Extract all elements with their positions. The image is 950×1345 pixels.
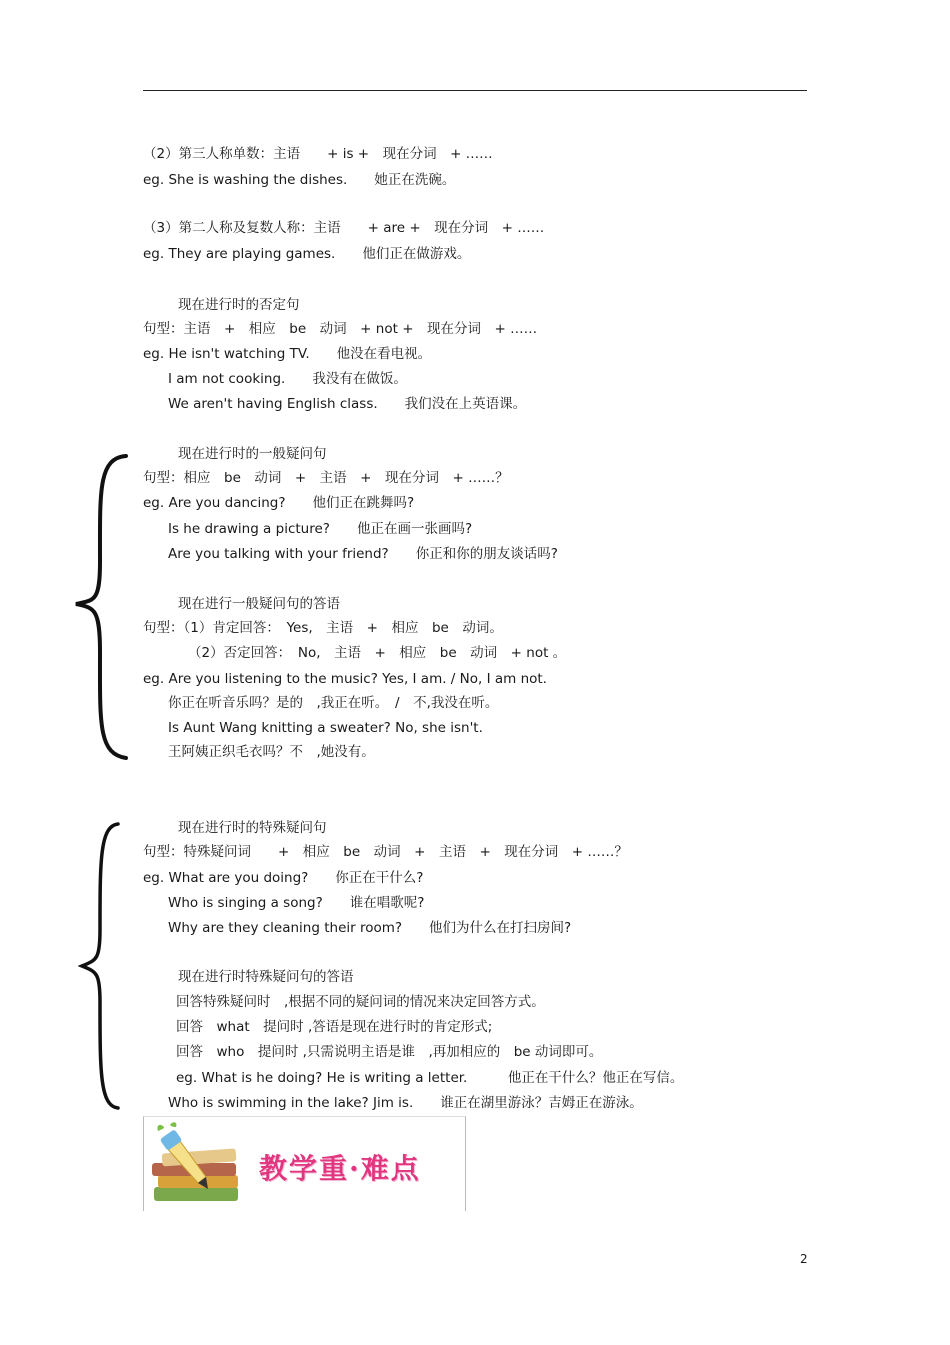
left-brace-2 [78,820,122,1112]
page-number: 2 [800,1252,808,1266]
text-line: 回答 who 提问时 ,只需说明主语是谁 ,再加相应的 be 动词即可。 [176,1044,603,1060]
text-line: eg. Are you listening to the music? Yes, I am. / No, I am not. [143,671,547,687]
text-line: I am not cooking. 我没有在做饭。 [168,371,407,387]
text-line: eg. He isn't watching TV. 他没在看电视。 [143,346,432,362]
section-heading: 现在进行时的特殊疑问句 [178,820,327,836]
text-line: Are you talking with your friend? 你正和你的朋友谈话吗? [168,546,558,562]
text-line: Why are they cleaning their room? 他们为什么在打扫房间? [168,920,572,936]
text-line: Is he drawing a picture? 他正在画一张画吗? [168,521,473,537]
text-line: We aren't having English class. 我们没在上英语课。 [168,396,527,412]
text-line: （2）第三人称单数：主语 + is + 现在分词 + …… [143,146,493,162]
text-line: 句型：特殊疑问词 + 相应 be 动词 + 主语 + 现在分词 + ……？ [143,844,628,860]
section-heading: 现在进行时的否定句 [178,297,300,313]
text-line: 句型：主语 + 相应 be 动词 + not + 现在分词 + …… [143,321,538,337]
section-heading: 现在进行时的一般疑问句 [178,446,327,462]
text-line: 句型：（1）肯定回答： Yes, 主语 + 相应 be 动词。 [143,620,503,636]
text-line: Who is singing a song? 谁在唱歌呢? [168,895,425,911]
header-rule [143,90,807,91]
text-line: 王阿姨正织毛衣吗？不 ,她没有。 [168,744,375,760]
text-line: eg. She is washing the dishes. 她正在洗碗。 [143,172,456,188]
text-line: （3）第二人称及复数人称：主语 + are + 现在分词 + …… [143,220,545,236]
section-heading: 现在进行一般疑问句的答语 [178,596,340,612]
text-line: eg. Are you dancing? 他们正在跳舞吗? [143,495,415,511]
text-line: 回答特殊疑问时 ,根据不同的疑问词的情况来决定回答方式。 [176,994,545,1010]
text-line: （2）否定回答： No, 主语 + 相应 be 动词 + not 。 [188,645,567,661]
books-pencil-icon [148,1121,248,1209]
left-brace-1 [70,452,130,762]
text-line: eg. They are playing games. 他们正在做游戏。 [143,246,471,262]
text-line: 你正在听音乐吗？是的 ,我正在听。 / 不,我没在听。 [168,695,499,711]
text-line: 句型：相应 be 动词 + 主语 + 现在分词 + ……？ [143,470,509,486]
section-heading: 现在进行时特殊疑问句的答语 [178,969,354,985]
text-line: Who is swimming in the lake? Jim is. 谁正在湖里游泳？吉姆正在游泳。 [168,1095,643,1111]
banner-title: 教学重·难点 [259,1152,421,1185]
text-line: eg. What are you doing? 你正在干什么? [143,870,424,886]
text-line: Is Aunt Wang knitting a sweater? No, she isn't. [168,720,483,736]
text-line: eg. What is he doing? He is writing a letter. 他正在干什么？他正在写信。 [176,1070,684,1086]
text-line: 回答 what 提问时 ,答语是现在进行时的肯定形式; [176,1019,493,1035]
section-banner [143,1116,466,1211]
